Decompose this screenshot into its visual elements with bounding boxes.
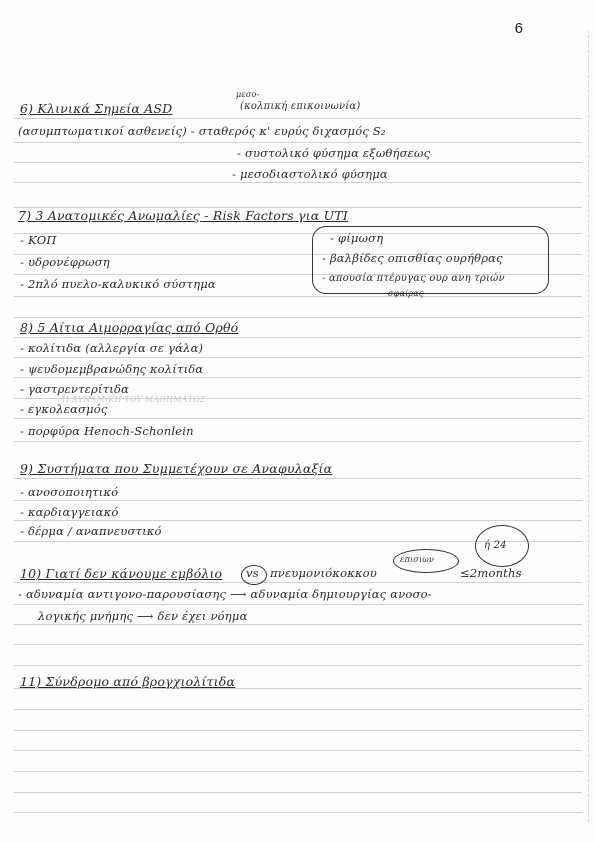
ruled-line [14,792,582,793]
section-7-item: - βαλβίδες οπισθίας ουρήθρας [322,251,503,265]
section-8-item: - γαστρεντερίτιδα [20,382,130,396]
vs-label: vs [246,566,259,580]
ruled-line [14,182,582,183]
ruled-line [14,142,582,143]
section-10-line: - αδυναμία αντιγονο-παρουσίασης ⟶ αδυναμία δημιουργίας ανοσο- [18,587,432,601]
ruled-line [14,730,582,731]
section-7-item: σφαίρας [388,289,424,298]
section-9-item: - δέρμα / αναπνευστικό [20,524,162,538]
ruled-line [14,812,582,813]
margin-line [588,30,589,822]
show-through-text: Η ΔΥΝΑΜΙΚΗ ΤΟΥ ΜΑΘΗΜΑΤΟΣ [62,395,206,404]
section-7-item: - ΚΟΠ [20,233,57,247]
ruled-line [14,357,582,358]
section-7-item: - υδρονέφρωση [20,255,110,269]
section-9-item: - ανοσοποιητικό [20,485,119,499]
ruled-line [14,441,582,442]
superscript-note: μεσο- [236,90,260,99]
ruled-line [14,296,582,297]
section-10-title: 10) Γιατί δεν κάνουμε εμβόλιο [20,566,223,581]
section-7-item: - 2πλό πυελο-καλυκικό σύστημα [20,277,216,291]
section-6-paren-note: (κολπική επικοινωνία) [240,101,361,112]
ruled-line [14,162,582,163]
ruled-line [14,118,582,119]
ruled-line [14,520,582,521]
circled-note-text: ή 24 [484,540,507,551]
section-6-title: 6) Κλινικά Σημεία ASD [20,101,173,116]
section-8-item: - πορφύρα Henoch-Schonlein [20,424,194,438]
ruled-line [14,771,582,772]
section-6-line: (ασυμπτωματικοί ασθενείς) - σταθερός κ' ευρύς διχασμός S₂ [18,124,386,138]
section-9-title: 9) Συστήματα που Συμμετέχουν σε Αναφυλαξία [20,461,333,476]
ruled-line [14,624,582,625]
section-8-title: 8) 5 Αίτια Αιμορραγίας από Ορθό [20,320,239,335]
section-7-item: - φίμωση [330,231,384,245]
ruled-line [14,665,582,666]
section-10-until: ≤2months [460,566,522,580]
section-9-item: - καρδιαγγειακό [20,505,119,519]
section-6-line: - μεσοδιαστολικό φύσημα [232,167,388,181]
ruled-line [14,709,582,710]
ruled-line [14,377,582,378]
ruled-line [14,418,582,419]
circled-word-text: επισιων [400,555,435,564]
section-7-item: - απουσία πτέρυγας ουρ ανη τριών [322,273,505,284]
ruled-line [14,337,582,338]
ruled-line [14,644,582,645]
ruled-line [14,582,582,583]
ruled-line [14,478,582,479]
section-10-line: λογικής μνήμης ⟶ δεν έχει νόημα [38,609,248,623]
ruled-line [14,750,582,751]
page-number: 6 [514,20,523,37]
section-6-line: - συστολικό φύσημα εξωθήσεως [237,146,431,160]
ruled-line [14,604,582,605]
section-11-title: 11) Σύνδρομο από βρογχιολίτιδα [20,674,236,689]
section-10-title-rest: πνευμονιόκοκκου [270,566,377,580]
section-7-title: 7) 3 Ανατομικές Ανωμαλίες - Risk Factors για UTI [18,208,348,223]
ruled-line [14,317,582,318]
ruled-line [14,500,582,501]
section-8-item: - εγκολεασμός [20,402,108,416]
section-8-item: - ψευδομεμβρανώδης κολίτιδα [20,362,204,376]
section-8-item: - κολίτιδα (αλλεργία σε γάλα) [20,341,204,355]
